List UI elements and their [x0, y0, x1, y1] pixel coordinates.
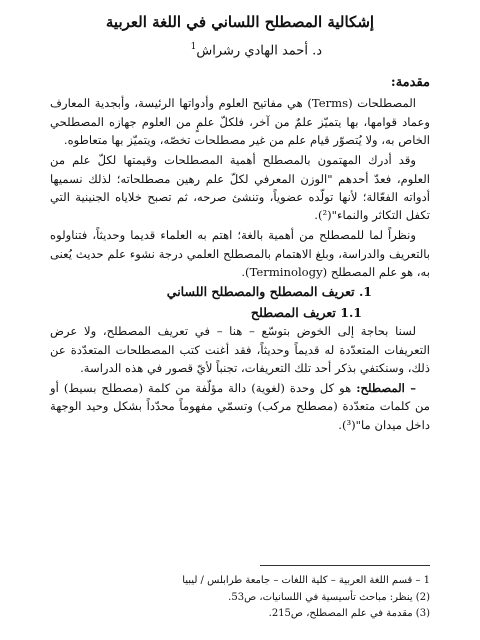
- intro-paragraph-1: المصطلحات (Terms) هي مفاتيح العلوم وأدواتها الرئيسة، وأبجدية المعارف وعماد قوامها، بها يتميّز علمٌ من آخر، فلكلّ علمٍ من العلوم جهازه المصطلحي الخاص به، ولا يُتصوّر قيام علم من غير مصطلحات تخصّه، ويتميّز بها متعاطوه.: [50, 96, 430, 147]
- intro-heading: مقدمة:: [390, 75, 430, 91]
- section-heading-1: 1. تعريف المصطلح والمصطلح اللساني: [166, 284, 372, 300]
- footnotes: [50, 573, 430, 623]
- term-label: – المصطلح:: [356, 381, 416, 396]
- intro-paragraph-2: وقد أدرك المهتمون بالمصطلح أهمية المصطلحات وقيمتها لكلّ علم من العلوم، فعدّ أحدهم "الوزن المعرفي لكلّ علم رهين مصطلحاته؛ لذلك نسميها أدواته الفعّالة؛ لأنها تولّده عضوياً، وتنشئ صرحه، ثم تصبح خلاياه الجنينية التي تكفل التكاثر والنماء"(²).: [50, 153, 430, 223]
- term-definition-text: هو كل وحدة (لغوية) دالة مؤلّفة من كلمة (مصطلح بسيط) أو من كلمات متعدّدة (مصطلح مركب) وتسمّي مفهوماً محدّداً بشكل وحيد الوجهة داخل ميدان ما"(³).: [50, 381, 430, 432]
- intro-paragraph-3: ونظراً لما للمصطلح من أهمية بالغة؛ اهتم به العلماء قديما وحديثاً، فتناولوه بالتعريف والدراسة، وبلغ الاهتمام بالمصطلح العلمي درجة نشوء علم حديث يُعنى به، هو علم المصطلح (Terminology).: [50, 228, 430, 279]
- author-footnote-mark: 1: [190, 42, 197, 52]
- footnote-3: (3) مقدمة في علم المصطلح، ص215.: [268, 608, 430, 619]
- page-title: إشكالية المصطلح اللساني في اللغة العربية: [105, 13, 375, 31]
- author-name: د. أحمد الهادي رشراش: [196, 43, 322, 59]
- footnote-2: (2) ينظر: مباحث تأسيسية في اللسانيات، ص53.: [228, 591, 430, 603]
- footnote-divider: [260, 565, 430, 566]
- section-heading-1-1: 1.1 تعريف المصطلح: [250, 304, 362, 320]
- footnote-1: 1 – قسم اللغة العربية – كلية اللغات – جامعة طرابلس / ليبيا: [182, 575, 430, 586]
- term-definition-paragraph: [50, 379, 430, 434]
- author-line: [50, 38, 430, 60]
- definition-intro-paragraph: لسنا بحاجة إلى الخوض بتوسّع – هنا – في تعريف المصطلح، ولا عرض التعريفات المتعدّدة له قديماً وحديثاً، فقد أغنت كتب المصطلحات المتعدّدة عن ذلك، وسنكتفي بذكر أحد تلك التعريفات، تجنباً لأيّ قصور في هذه الدراسة.: [50, 324, 430, 375]
